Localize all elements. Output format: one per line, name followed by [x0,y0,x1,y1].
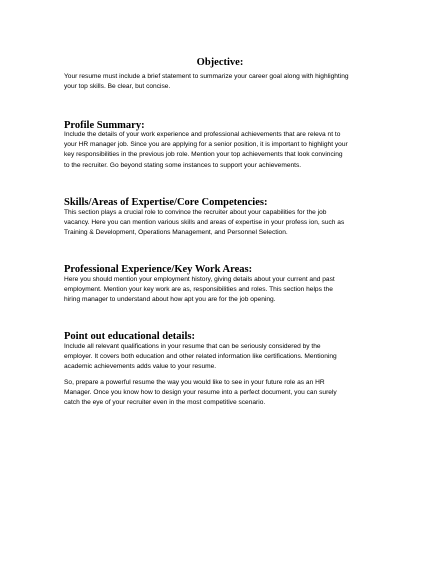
skills-line: Training & Development, Operations Management, and Personnel Selection. [64,229,288,237]
profile-summary-heading: Profile Summary: [64,120,145,131]
closing-line: catch the eye of your recruiter even in the most competitive scenario. [64,399,266,407]
education-paragraph [64,342,384,373]
education-heading: Point out educational details: [64,331,195,342]
objective-line: Your resume must include a brief statement to summarize your career goal along with highlighting [64,73,349,80]
closing-line: So, prepare a powerful resume the way you would like to see in your future role as an HR [64,379,325,386]
objective-heading: Objective: [196,57,244,68]
education-line: academic achievements adds value to your resume. [64,363,217,371]
profile-summary-line: your HR manager job. Since you are applying for a senior position, it is important to highlight your [64,141,348,149]
experience-heading: Professional Experience/Key Work Areas: [64,264,253,275]
closing-line: Manager. Once you know how to design your resume into a perfect document, you can surely [64,389,337,397]
experience-line: employment. Mention your key work are as, responsibilities and roles. This section helps the [64,286,333,294]
closing-paragraph [64,378,384,409]
experience-line: Here you should mention your employment history, giving details about your current and past [64,276,335,283]
profile-summary-paragraph [64,130,384,171]
experience-line: hiring manager to understand about how apt you are for the job opening. [64,296,276,304]
profile-summary-line: to the recruiter. Go beyond stating some instances to support your achievements. [64,161,302,169]
skills-line: vacancy. Here you can mention various skills and areas of expertise in your profess ion, such as [64,219,345,227]
skills-line: This section plays a crucial role to convince the recruiter about your capabilities for the job [64,209,327,216]
profile-summary-line: key responsibilities in the previous job role. Mention your top achievements that look convincing [64,151,343,159]
skills-paragraph [64,208,384,239]
experience-paragraph [64,275,384,306]
profile-summary-line: Include the details of your work experience and professional achievements that are releva nt to [64,131,341,138]
objective-line: your top skills. Be clear, but concise. [64,83,171,91]
education-line: Include all relevant qualifications in your resume that can be seriously considered by the [64,343,321,350]
objective-paragraph [64,72,384,92]
skills-heading: Skills/Areas of Expertise/Core Competencies: [64,197,268,208]
education-line: employer. It covers both education and other related information like certifications. Mentioning [64,353,337,361]
